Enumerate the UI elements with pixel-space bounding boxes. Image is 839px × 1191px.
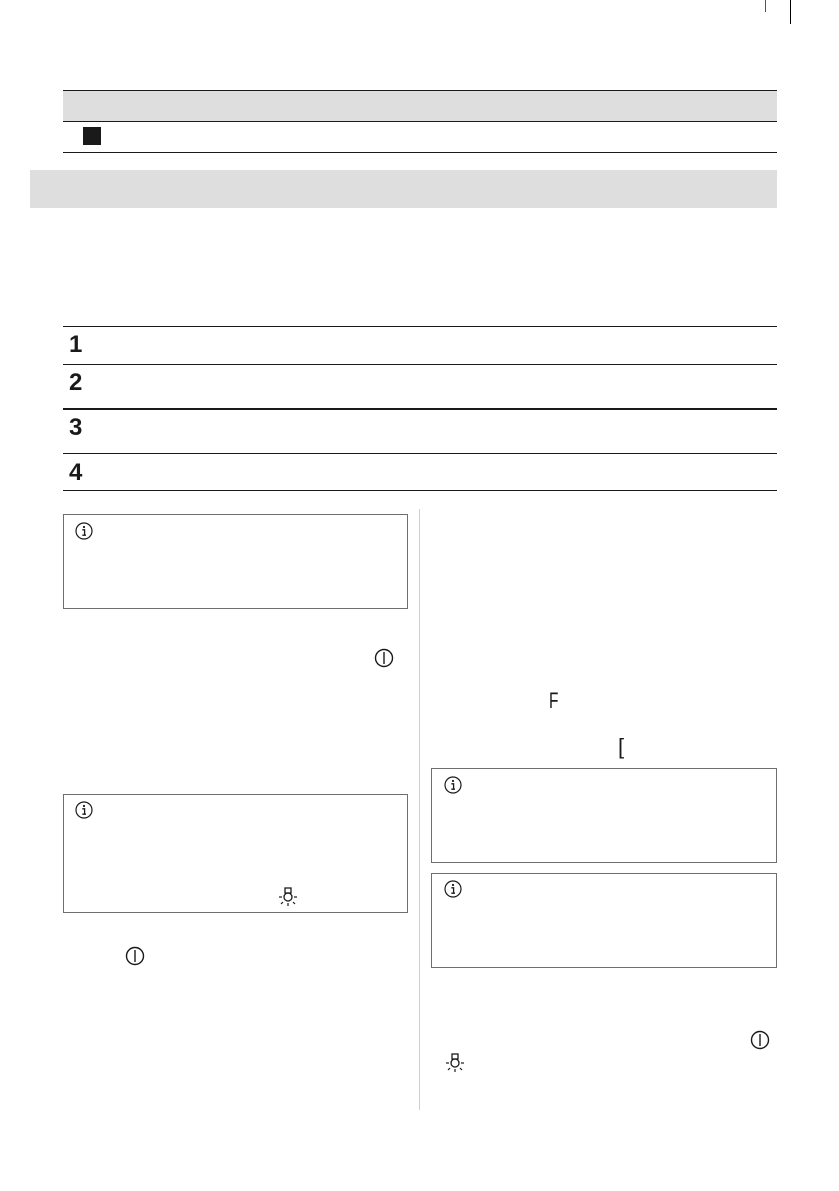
info-note-box	[431, 768, 777, 863]
step-number: 1	[69, 331, 83, 358]
table-header-band	[63, 91, 777, 121]
display-symbol-f: F	[549, 688, 559, 713]
info-icon	[75, 522, 93, 540]
info-icon	[444, 880, 462, 898]
info-note-box	[431, 873, 777, 968]
power-icon	[125, 946, 145, 966]
info-note-box	[63, 794, 408, 913]
column-divider	[419, 509, 420, 1110]
step-rule	[63, 326, 777, 327]
power-icon	[750, 1030, 770, 1050]
crop-mark	[790, 0, 791, 24]
step-number: 3	[69, 414, 83, 441]
section-heading-band	[30, 170, 777, 208]
info-icon	[444, 776, 462, 794]
table-rule	[63, 121, 777, 122]
info-note-box	[63, 514, 408, 609]
step-rule	[63, 408, 777, 410]
power-icon	[374, 648, 394, 668]
step-number: 4	[69, 459, 83, 486]
step-rule	[63, 490, 777, 491]
table-rule	[63, 90, 777, 91]
step-rule	[63, 364, 777, 365]
info-icon	[75, 801, 93, 819]
light-icon	[277, 886, 299, 908]
step-rule	[63, 453, 777, 454]
crop-mark	[765, 0, 766, 12]
table-rule	[63, 152, 777, 153]
display-symbol-c: [	[618, 734, 625, 759]
black-square-icon	[83, 127, 101, 145]
step-number: 2	[69, 369, 83, 396]
light-icon	[444, 1052, 466, 1074]
